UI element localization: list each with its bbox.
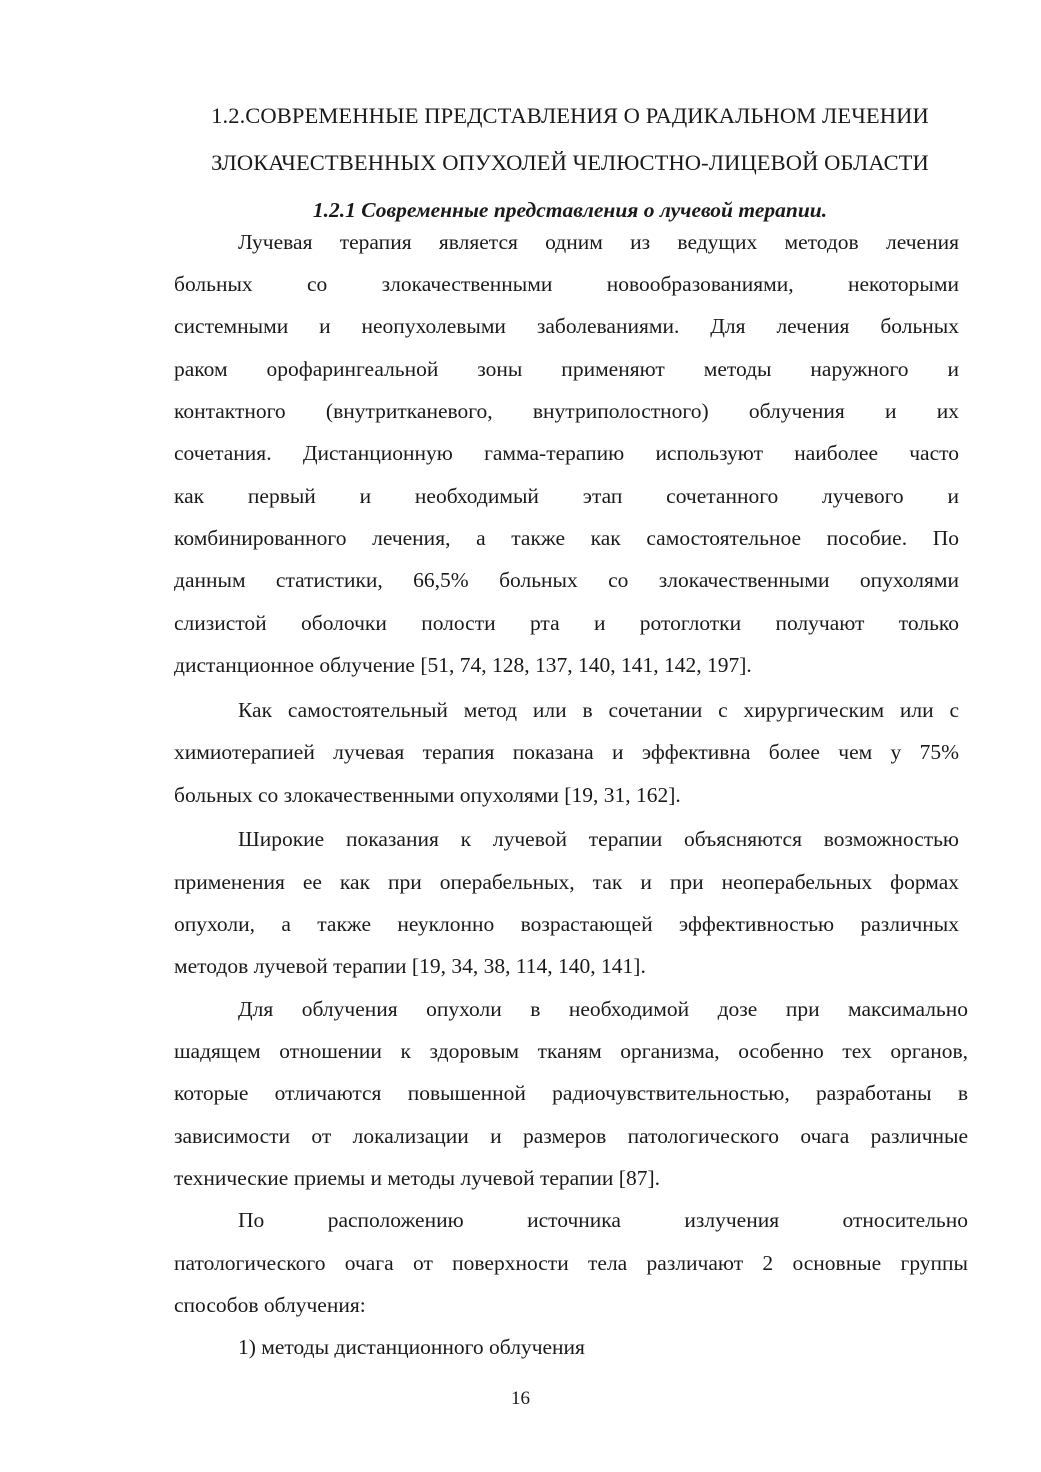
page-number: 16 (511, 1388, 530, 1409)
paragraph-line: способов облучения: (174, 1293, 366, 1317)
paragraph-line: Как самостоятельный метод или в сочетании с хирургическим или с (238, 698, 959, 722)
paragraph-line: опухоли, а также неуклонно возрастающей эффективностью различных (174, 912, 959, 936)
paragraph-line: контактного (внутритканевого, внутриполостного) облучения и их (174, 399, 959, 423)
section-heading-line-1: 1.2.СОВРЕМЕННЫЕ ПРЕДСТАВЛЕНИЯ О РАДИКАЛЬНОМ ЛЕЧЕНИИ (211, 103, 929, 128)
section-heading-line-2: ЗЛОКАЧЕСТВЕННЫХ ОПУХОЛЕЙ ЧЕЛЮСТНО-ЛИЦЕВОЙ ОБЛАСТИ (211, 150, 929, 175)
paragraph-line: химиотерапией лучевая терапия показана и эффективна более чем у 75% (174, 740, 959, 764)
paragraph-line: больных со злокачественными опухолями [19, 31, 162]. (174, 783, 681, 807)
paragraph-line: как первый и необходимый этап сочетанного лучевого и (174, 484, 959, 508)
paragraph-line: По расположению источника излучения относительно (238, 1208, 968, 1232)
paragraph-line: сочетания. Дистанционную гамма-терапию используют наиболее часто (174, 441, 959, 465)
paragraph-line: раком орофарингеальной зоны применяют методы наружного и (174, 357, 959, 381)
paragraph-line: Широкие показания к лучевой терапии объясняются возможностью (238, 827, 959, 851)
paragraph-line: зависимости от локализации и размеров патологического очага различные (174, 1124, 968, 1148)
paragraph-line: применения ее как при операбельных, так и при неоперабельных формах (174, 870, 959, 894)
paragraph-line: данным статистики, 66,5% больных со злокачественными опухолями (174, 568, 959, 592)
paragraph-line: комбинированного лечения, а также как самостоятельное пособие. По (174, 526, 959, 550)
paragraph-line: системными и неопухолевыми заболеваниями. Для лечения больных (174, 314, 959, 338)
section-heading (160, 92, 980, 186)
subsection-heading: 1.2.1 Современные представления о лучевой терапии. (312, 198, 828, 222)
paragraph-line: патологического очага от поверхности тела различают 2 основные группы (174, 1251, 968, 1275)
paragraph-line: методов лучевой терапии [19, 34, 38, 114, 140, 141]. (174, 954, 646, 978)
paragraph-line: 1) методы дистанционного облучения (238, 1335, 585, 1359)
paragraph-line: которые отличаются повышенной радиочувствительностью, разработаны в (174, 1081, 968, 1105)
paragraph-line: Лучевая терапия является одним из ведущих методов лечения (238, 230, 959, 254)
paragraph-line: шадящем отношении к здоровым тканям организма, особенно тех органов, (174, 1039, 968, 1063)
paragraph-line: дистанционное облучение [51, 74, 128, 137, 140, 141, 142, 197]. (174, 653, 752, 677)
paragraph-line: слизистой оболочки полости рта и ротоглотки получают только (174, 611, 959, 635)
paragraph-line: Для облучения опухоли в необходимой дозе при максимально (238, 997, 968, 1021)
paragraph-line: технические приемы и методы лучевой терапии [87]. (174, 1166, 660, 1190)
paragraph-line: больных со злокачественными новообразованиями, некоторыми (174, 272, 959, 296)
